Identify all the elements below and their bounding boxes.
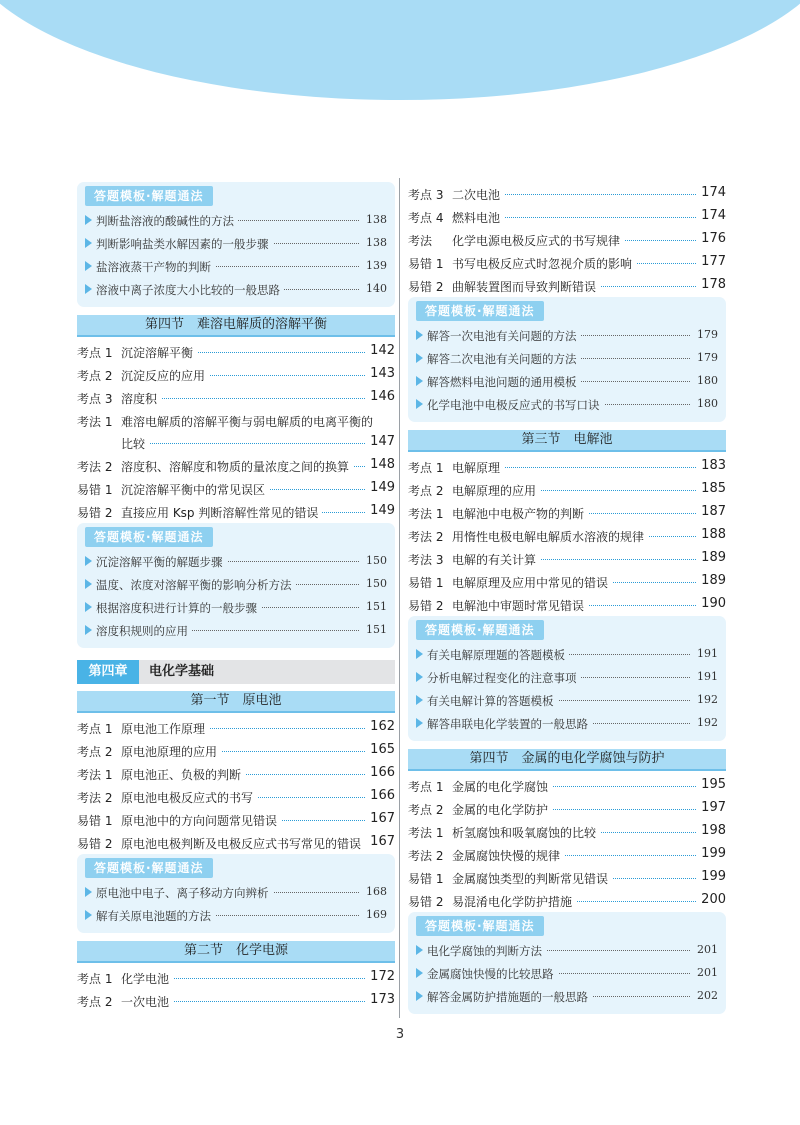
arrow-icon: [416, 330, 423, 340]
entry-text: 燃料电池: [452, 209, 504, 226]
template-item-text: 解答金属防护措施题的一般思路: [427, 989, 592, 1005]
arrow-icon: [85, 215, 92, 225]
toc-entry[interactable]: [408, 524, 726, 547]
template-item[interactable]: [416, 939, 718, 962]
toc-entry[interactable]: [408, 547, 726, 570]
entry-text: 原电池中的方向问题常见错误: [121, 812, 281, 829]
entry-label: 易错 1: [408, 872, 444, 886]
entry-page: 187: [697, 504, 726, 519]
toc-entry[interactable]: [77, 739, 395, 762]
template-item[interactable]: [416, 324, 718, 347]
entry-page: 149: [366, 480, 395, 495]
arrow-icon: [416, 353, 423, 363]
entry-text: 原电池正、负极的判断: [121, 766, 245, 783]
entry-label: 考法 1: [408, 826, 444, 840]
entry-label: 考点 1: [77, 972, 113, 986]
entry-page: 172: [366, 969, 395, 984]
answer-template-box: [77, 182, 395, 307]
toc-entry[interactable]: [408, 797, 726, 820]
section-header: 第二节 化学电源: [77, 941, 395, 963]
arrow-icon: [416, 945, 423, 955]
template-item[interactable]: [416, 347, 718, 370]
entry-text-continued: 比较: [121, 435, 149, 452]
toc-entry[interactable]: [77, 716, 395, 739]
header-decoration: [0, 0, 800, 100]
entry-text: 溶度积、溶解度和物质的量浓度之间的换算: [121, 458, 353, 475]
entry-page: 149: [366, 503, 395, 518]
left-column: [77, 182, 395, 1012]
template-item[interactable]: [85, 550, 387, 573]
entry-label: 考点 4: [408, 211, 444, 225]
answer-template-box: [77, 854, 395, 933]
toc-entry[interactable]: [408, 593, 726, 616]
template-item[interactable]: [416, 689, 718, 712]
template-item-text: 解答燃料电池问题的通用模板: [427, 374, 581, 390]
entry-label: 易错 2: [77, 837, 113, 851]
entry-page: 148: [366, 457, 395, 472]
arrow-icon: [85, 910, 92, 920]
toc-entry[interactable]: [77, 340, 395, 363]
entry-page: 177: [697, 254, 726, 269]
entry-label: 考法 1: [77, 415, 113, 429]
template-item-page: 201: [693, 966, 718, 979]
entry-text: 化学电池: [121, 970, 173, 987]
entry-text: 电解池中审题时常见错误: [452, 597, 588, 614]
entry-label: 易错 1: [408, 576, 444, 590]
entry-text: 电解原理的应用: [452, 482, 540, 499]
entry-page: 174: [697, 185, 726, 200]
arrow-icon: [85, 284, 92, 294]
template-item-text: 原电池中电子、离子移动方向辨析: [96, 885, 273, 901]
template-item-page: 180: [693, 374, 718, 387]
arrow-icon: [416, 695, 423, 705]
entry-page: 199: [697, 846, 726, 861]
toc-entry[interactable]: [77, 409, 395, 431]
entry-text: 一次电池: [121, 993, 173, 1010]
template-item-page: 169: [362, 908, 387, 921]
entry-page: 183: [697, 458, 726, 473]
entry-text: 原电池工作原理: [121, 720, 209, 737]
template-item[interactable]: [85, 596, 387, 619]
toc-entry[interactable]: [408, 889, 726, 912]
entry-text: 沉淀反应的应用: [121, 367, 209, 384]
entry-text: 直接应用 Ksp 判断溶解性常见的错误: [121, 504, 322, 521]
entry-label: 考点 2: [77, 369, 113, 383]
template-item[interactable]: [416, 712, 718, 735]
entry-label: 易错 2: [408, 895, 444, 909]
arrow-icon: [85, 261, 92, 271]
template-item-page: 192: [693, 716, 718, 729]
section-header: 第一节 原电池: [77, 691, 395, 713]
entry-label: 考点 1: [408, 780, 444, 794]
template-title: 答题模板·解题通法: [85, 858, 213, 878]
entry-label: 考法: [408, 234, 433, 248]
toc-entry[interactable]: [408, 205, 726, 228]
template-item-text: 判断盐溶液的酸碱性的方法: [96, 213, 238, 229]
entry-text: 电解的有关计算: [452, 551, 540, 568]
entry-page: 199: [697, 869, 726, 884]
entry-page: 162: [366, 719, 395, 734]
entry-label: 考点 1: [77, 346, 113, 360]
template-item-text: 解答一次电池有关问题的方法: [427, 328, 581, 344]
entry-label: 考法 2: [77, 460, 113, 474]
toc-entry[interactable]: [77, 831, 395, 854]
entry-text: 金属腐蚀类型的判断常见错误: [452, 870, 612, 887]
toc-entry-continued[interactable]: [77, 431, 395, 454]
arrow-icon: [85, 625, 92, 635]
entry-text: 金属腐蚀快慢的规律: [452, 847, 564, 864]
entry-text: 析氢腐蚀和吸氧腐蚀的比较: [452, 824, 600, 841]
entry-text: 电解原理及应用中常见的错误: [452, 574, 612, 591]
toc-entry[interactable]: [408, 501, 726, 524]
template-item-text: 分析电解过程变化的注意事项: [427, 670, 581, 686]
arrow-icon: [85, 887, 92, 897]
template-title: 答题模板·解题通法: [85, 527, 213, 547]
toc-entry[interactable]: [408, 866, 726, 889]
template-item[interactable]: [416, 370, 718, 393]
toc-entry[interactable]: [77, 762, 395, 785]
template-item-page: 138: [362, 236, 387, 249]
arrow-icon: [416, 718, 423, 728]
entry-page: 189: [697, 550, 726, 565]
template-item-page: 180: [693, 397, 718, 410]
template-item[interactable]: [85, 232, 387, 255]
entry-label: 考点 1: [408, 461, 444, 475]
right-column: [408, 182, 726, 1022]
template-item[interactable]: [85, 255, 387, 278]
toc-entry[interactable]: [408, 228, 726, 251]
toc-entry[interactable]: [408, 478, 726, 501]
template-item-page: 151: [362, 623, 387, 636]
template-item-text: 溶液中离子浓度大小比较的一般思路: [96, 282, 284, 298]
arrow-icon: [416, 399, 423, 409]
template-item-page: 192: [693, 693, 718, 706]
entry-label: 易错 2: [408, 599, 444, 613]
answer-template-box: [408, 297, 726, 422]
toc-entry[interactable]: [77, 477, 395, 500]
toc-entry[interactable]: [408, 570, 726, 593]
entry-label: 考点 3: [408, 188, 444, 202]
entry-page: 176: [697, 231, 726, 246]
entry-text: 沉淀溶解平衡中的常见误区: [121, 481, 269, 498]
entry-page: 197: [697, 800, 726, 815]
entry-text: 电解池中电极产物的判断: [452, 505, 588, 522]
template-item-text: 根据溶度积进行计算的一般步骤: [96, 600, 261, 616]
entry-page: 165: [366, 742, 395, 757]
template-item-page: 139: [362, 259, 387, 272]
template-item-page: 202: [693, 989, 718, 1002]
entry-page: 190: [697, 596, 726, 611]
toc-entry[interactable]: [408, 455, 726, 478]
section-header: 第四节 难溶电解质的溶解平衡: [77, 315, 395, 337]
entry-label: 易错 1: [408, 257, 444, 271]
template-title: 答题模板·解题通法: [416, 620, 544, 640]
template-item-text: 解有关原电池题的方法: [96, 908, 215, 924]
entry-text: 二次电池: [452, 186, 504, 203]
template-item[interactable]: [85, 881, 387, 904]
entry-page: 185: [697, 481, 726, 496]
template-item[interactable]: [85, 904, 387, 927]
entry-page: 143: [366, 366, 395, 381]
entry-page: 198: [697, 823, 726, 838]
template-title: 答题模板·解题通法: [85, 186, 213, 206]
entry-text: 化学电源电极反应式的书写规律: [452, 232, 624, 249]
answer-template-box: [408, 912, 726, 1014]
template-item-text: 金属腐蚀快慢的比较思路: [427, 966, 558, 982]
entry-text: 原电池电极判断及电极反应式书写常见的错误: [121, 835, 365, 852]
template-item-text: 电化学腐蚀的判断方法: [427, 943, 546, 959]
toc-entry[interactable]: [77, 386, 395, 409]
template-item-page: 151: [362, 600, 387, 613]
toc-entry[interactable]: [77, 500, 395, 523]
arrow-icon: [85, 602, 92, 612]
entry-page: 166: [366, 765, 395, 780]
template-item-page: 150: [362, 577, 387, 590]
entry-text: 易混淆电化学防护措施: [452, 893, 576, 910]
entry-text: 难溶电解质的溶解平衡与弱电解质的电离平衡的: [121, 413, 377, 430]
column-divider: [399, 178, 400, 1018]
entry-page: 167: [366, 834, 395, 849]
toc-entry[interactable]: [77, 989, 395, 1012]
entry-label: 考点 2: [408, 803, 444, 817]
entry-label: 易错 2: [408, 280, 444, 294]
entry-page: 147: [366, 434, 395, 449]
entry-label: 考点 2: [77, 745, 113, 759]
template-item[interactable]: [85, 573, 387, 596]
entry-text: 曲解装置图而导致判断错误: [452, 278, 600, 295]
toc-entry[interactable]: [408, 274, 726, 297]
entry-text: 溶度积: [121, 390, 161, 407]
template-item-page: 150: [362, 554, 387, 567]
entry-label: 易错 1: [77, 814, 113, 828]
entry-page: 178: [697, 277, 726, 292]
template-item-text: 解答串联电化学装置的一般思路: [427, 716, 592, 732]
arrow-icon: [85, 238, 92, 248]
toc-entry[interactable]: [408, 843, 726, 866]
answer-template-box: [408, 616, 726, 741]
template-item-page: 179: [693, 328, 718, 341]
entry-text: 用惰性电极电解电解质水溶液的规律: [452, 528, 648, 545]
entry-label: 考法 1: [77, 768, 113, 782]
answer-template-box: [77, 523, 395, 648]
arrow-icon: [416, 672, 423, 682]
entry-page: 188: [697, 527, 726, 542]
template-item-page: 201: [693, 943, 718, 956]
entry-page: 200: [697, 892, 726, 907]
template-item-page: 191: [693, 670, 718, 683]
toc-entry[interactable]: [408, 182, 726, 205]
template-item[interactable]: [85, 209, 387, 232]
entry-text: 金属的电化学防护: [452, 801, 552, 818]
template-item[interactable]: [416, 393, 718, 416]
entry-page: 166: [366, 788, 395, 803]
entry-page: 174: [697, 208, 726, 223]
template-item-text: 温度、浓度对溶解平衡的影响分析方法: [96, 577, 296, 593]
template-item-page: 138: [362, 213, 387, 226]
entry-label: 易错 2: [77, 506, 113, 520]
toc-entry[interactable]: [77, 363, 395, 386]
entry-text: 金属的电化学腐蚀: [452, 778, 552, 795]
entry-text: 原电池电极反应式的书写: [121, 789, 257, 806]
template-item-text: 解答二次电池有关问题的方法: [427, 351, 581, 367]
template-item-text: 有关电解原理题的答题模板: [427, 647, 569, 663]
entry-label: 考点 1: [77, 722, 113, 736]
entry-label: 考点 2: [408, 484, 444, 498]
entry-page: 167: [366, 811, 395, 826]
entry-page: 142: [366, 343, 395, 358]
entry-text: 原电池原理的应用: [121, 743, 221, 760]
entry-text: 书写电极反应式时忽视介质的影响: [452, 255, 636, 272]
template-item[interactable]: [416, 666, 718, 689]
entry-page: 195: [697, 777, 726, 792]
arrow-icon: [85, 579, 92, 589]
template-item[interactable]: [85, 619, 387, 642]
arrow-icon: [85, 556, 92, 566]
template-item-page: 140: [362, 282, 387, 295]
template-item[interactable]: [416, 962, 718, 985]
toc-entry[interactable]: [77, 454, 395, 477]
chapter-header: [77, 660, 395, 684]
template-title: 答题模板·解题通法: [416, 301, 544, 321]
toc-entry[interactable]: [77, 785, 395, 808]
entry-page: 189: [697, 573, 726, 588]
entry-text: 沉淀溶解平衡: [121, 344, 197, 361]
template-item-text: 化学电池中电极反应式的书写口诀: [427, 397, 604, 413]
template-item-text: 有关电解计算的答题模板: [427, 693, 558, 709]
entry-label: 易错 1: [77, 483, 113, 497]
section-header: 第四节 金属的电化学腐蚀与防护: [408, 749, 726, 771]
template-item-page: 168: [362, 885, 387, 898]
entry-label: 考点 2: [77, 995, 113, 1009]
template-item-text: 盐溶液蒸干产物的判断: [96, 259, 215, 275]
template-item-text: 判断影响盐类水解因素的一般步骤: [96, 236, 273, 252]
entry-text: 电解原理: [452, 459, 504, 476]
arrow-icon: [416, 968, 423, 978]
template-item-text: 溶度积规则的应用: [96, 623, 192, 639]
toc-entry[interactable]: [408, 774, 726, 797]
entry-page: 173: [366, 992, 395, 1007]
entry-label: 考法 2: [408, 849, 444, 863]
entry-label: 考法 2: [77, 791, 113, 805]
chapter-title: 电化学基础: [149, 664, 215, 679]
entry-label: 考法 1: [408, 507, 444, 521]
page-number: 3: [395, 1027, 405, 1042]
entry-label: 考法 3: [408, 553, 444, 567]
toc-entry[interactable]: [408, 251, 726, 274]
template-item[interactable]: [85, 278, 387, 301]
template-item-page: 191: [693, 647, 718, 660]
template-item[interactable]: [416, 643, 718, 666]
template-title: 答题模板·解题通法: [416, 916, 544, 936]
arrow-icon: [416, 649, 423, 659]
template-item-text: 沉淀溶解平衡的解题步骤: [96, 554, 227, 570]
toc-entry[interactable]: [77, 966, 395, 989]
toc-entry[interactable]: [408, 820, 726, 843]
entry-page: 146: [366, 389, 395, 404]
template-item[interactable]: [416, 985, 718, 1008]
section-header: 第三节 电解池: [408, 430, 726, 452]
dot-leader: [125, 443, 365, 444]
arrow-icon: [416, 991, 423, 1001]
toc-entry[interactable]: [77, 808, 395, 831]
template-item-page: 179: [693, 351, 718, 364]
arrow-icon: [416, 376, 423, 386]
chapter-badge: 第四章: [77, 660, 139, 684]
entry-label: 考法 2: [408, 530, 444, 544]
entry-label: 考点 3: [77, 392, 113, 406]
